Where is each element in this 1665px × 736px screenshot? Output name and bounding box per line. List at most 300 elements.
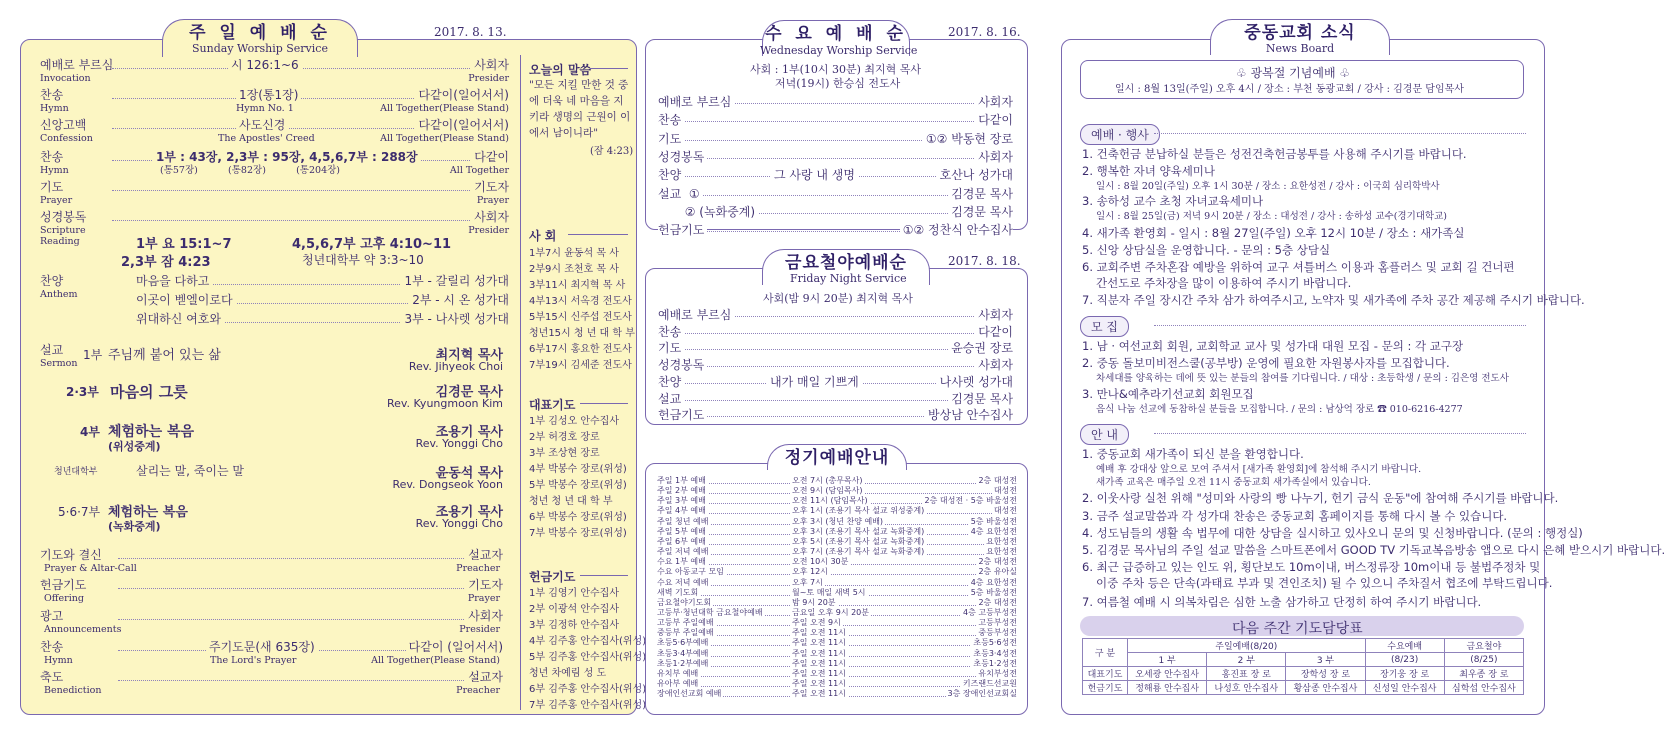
leader-dots [660,585,1016,586]
duty-head-sunday: 주일예배(8/20) [1128,639,1366,653]
order-content: 1부 : 43장, 2,3부 : 95장, 4,5,6,7부 : 288장 [153,151,421,164]
news-item: 3. 송하성 교수 초청 자녀교육세미나 [1082,194,1264,208]
sermon-title: 체험하는 복음 [108,505,188,520]
news-item: 7. 여름철 예배 시 의복차림은 심한 노출 삼가하고 단정히 하여 주시기 바랍니다. [1082,595,1482,609]
wednesday-subtitle: Wednesday Worship Service [760,44,918,57]
duty-head-p2: 2 부 [1207,653,1286,667]
news-detail: 새가족 교육은 매주일 오전 11시 중동교회 새가족실에서 있습니다. [1096,477,1371,488]
service-responder: ①② 정찬식 안수집사 [900,221,1013,238]
side-entry: 2부 허경호 장로 [529,432,600,443]
prayer-title: 대표기도 [529,398,576,412]
order-responder: 다같이(일어서서) [415,89,509,102]
friday-presider: 사회(밤 9시 20분) 최지혁 목사 [763,292,913,305]
order-label: 기도 [40,180,64,194]
side-entry: 5부15시 신주섭 전도사 [529,312,632,323]
service-item: 찬양 [658,166,684,183]
regular-name: 주일 청년 예배 [657,516,709,526]
service-item: 성경봉독 [658,148,707,165]
duty-table [1082,638,1524,695]
regular-name: 중등부 주일예배 [657,628,714,638]
sermon-preacher-en: Rev. Jihyeok Choi [408,360,503,373]
sermon-title: 체험하는 복음 [108,424,195,440]
side-entry: 7부 박봉수 장로(위성) [529,528,627,539]
anthem-label-en: Anthem [40,289,78,300]
service-responder: 방상남 안수집사 [925,406,1013,423]
order-content: 시 126:1~6 [228,59,302,72]
regular-place: 5층 바울성전 [970,587,1017,597]
side-entry: 2부 이광석 안수집사 [529,604,619,615]
news-item: 1. 중동교회 새가족이 되신 분을 환영합니다. [1082,447,1304,461]
side-entry: 6부17시 홍요한 전도사 [529,344,632,355]
leader-dots [118,558,490,559]
anthem-choir: 3부 - 나사렛 성가대 [401,313,509,326]
order-content-en: The Lord's Prayer [210,655,297,666]
regular-name: 고등부 주일예배 [657,618,714,628]
order-responder-en: All Together(Please Stand) [380,133,509,144]
order-responder: 다같이(일어서서) [415,119,509,132]
regular-place: 키즈랜드선교원 [962,679,1017,688]
sermon-part: 청년대학부 [54,467,98,477]
prayer-rule [580,403,628,404]
order-responder: 다같이 [471,151,509,164]
duty-cell: 장학성 장 로 [1286,667,1365,681]
sermon-title: 살리는 말, 죽이는 말 [136,464,244,478]
order-label: 신앙고백 [40,118,87,132]
regular-time: 오전 7시 (총무목사) [792,476,863,485]
side-entry: 4부 박봉수 장로(위성) [529,464,627,475]
sermon-part: 2·3부 [66,385,99,399]
regular-time: 주일 오전 11시 [792,628,846,638]
news-item: 1. 건축헌금 분납하실 분들은 성전건축헌금봉투를 사용해 주시기를 바랍니다. [1082,147,1467,161]
service-item: 찬송 [658,323,684,340]
order-label-en: Benediction [44,685,102,696]
news-item: 4. 성도님들의 생활 속 법무에 대한 상담을 실시하고 있사오니 문의 및 신청바랍니다. (문의 : 행정실) [1082,526,1583,540]
news-item: 3. 만나&예추라기선교회 회원모집 [1082,387,1254,401]
duty-head-wed: 수요예배 [1365,639,1444,653]
side-entry: 2부9시 조천호 목 사 [529,264,619,275]
service-item: 성경봉독 [658,356,707,373]
anthem-choir: 1부 - 갈릴리 성가대 [401,275,509,288]
side-entry: 청년15시 청 년 대 학 부 [529,328,635,339]
duty-cell: 정해룡 안수집사 [1128,681,1207,695]
sermon-preacher-en: Rev. Kyungmoon Kim [386,397,503,410]
friday-date: 2017. 8. 18. [948,254,1021,268]
regular-title: 정기예배안내 [784,448,890,468]
regular-time: 오후 5시 (조용기 목사 설교 녹화중계) [792,536,925,546]
order-responder-en: Presider [459,624,500,635]
regular-name: 수요 1부 예배 [657,557,706,567]
regular-place: 요한성전 [986,547,1017,557]
service-item: 설교 ① [658,185,703,202]
regular-name: 수요 아동교구 모임 [657,567,724,577]
regular-name: 고등부·청년대학 금요철야예배 [657,607,763,617]
service-responder: 다같이 [975,323,1013,340]
order-content: 주기도문(새 635장) [206,641,318,654]
order-responder-en: Presider [468,225,509,236]
news-item-cont: 간선도로 주차장을 많이 이용하여 주시기 바랍니다. [1096,276,1352,290]
sermon-preacher: 조용기 목사 [435,505,503,520]
anthem-label: 찬양 [40,274,64,288]
news-item: 2. 행복한 자녀 양육세미나 [1082,164,1216,178]
event-detail: 일시 : 8월 13일(주일) 오후 4시 / 장소 : 부천 동광교회 / 강사 : 김경문 담임목사 [1115,84,1464,95]
news-item: 2. 중동 돌보미비전스쿨(공부방) 운영에 필요한 자원봉사자를 모집합니다. [1082,356,1450,370]
leader-dots [660,366,1012,367]
leader-dots [660,121,1012,122]
regular-place: 4층 고등부성전 [962,607,1017,617]
leader-dots [660,605,1016,606]
side-entry: 7부19시 김세준 전도사 [529,360,632,371]
news-detail: 음식 나눔 선교에 동참하실 분들을 모집합니다. / 문의 : 남상억 장로 ☎ 010-6216-4277 [1096,404,1463,415]
leader-dots [118,588,490,589]
sermon-part: 5·6·7부 [58,505,101,519]
regular-time: 주일 오전 11시 [792,648,846,658]
duty-cell: 심학섭 안수집사 [1444,681,1523,695]
regular-place: 2층 대성전 · 5층 바울성전 [924,496,1017,506]
side-entry: 5부 박봉수 장로(위성) [529,480,627,491]
side-entry: 4부13시 서옥경 전도사 [529,296,632,307]
order-responder: 설교자 [465,671,503,684]
order-label: 찬송 [40,150,64,164]
friday-subtitle: Friday Night Service [790,272,907,285]
news-title-tab [1210,19,1390,55]
news-detail: 일시 : 8월 25일(금) 저녁 9시 20분 / 장소 : 대성전 / 강사 : 송하성 교수(경기대학교) [1096,211,1447,222]
side-entry: 청년 차예림 성 도 [529,668,607,679]
regular-time: 주일 오전 11시 [792,638,846,648]
leader-dots [112,220,490,221]
reading-1: 1부 요 15:1~7 [136,237,232,252]
order-label-en: Offering [44,593,84,604]
order-content: 1장(통1장) [236,89,301,102]
regular-place: 3층 장애인선교회실 [947,689,1017,699]
order-label: 축도 [40,670,64,684]
sermon-label-en: Sermon [40,358,78,369]
duty-kind: 헌금기도 [1083,681,1128,695]
order-label-en: Prayer & Altar-Call [44,563,137,574]
order-content: 사도신경 [236,119,288,132]
order-responder: 다같이 (일어서서) [406,641,503,654]
anthem-choir: 2부 - 시 온 성가대 [409,294,509,307]
service-item: 헌금기도 [658,221,707,238]
regular-time: 오전 9시 (담임목사) [792,486,863,496]
regular-place: 5층 바울성전 [970,516,1017,526]
order-responder: 사회자 [471,211,509,224]
sermon-preacher-en: Rev. Yonggi Cho [415,437,503,450]
order-label: 찬송 [40,88,64,102]
regular-name: 초등5·6부예배 [657,638,709,648]
sermon-note: (위성중계) [108,440,161,453]
service-responder: 사회자 [975,93,1013,110]
regular-title-tab [767,444,907,470]
regular-place: 고등부성전 [978,618,1017,628]
anthem-song: 마음을 다하고 [136,275,212,288]
order-content-en: Hymn No. 1 [236,103,294,114]
duty-cell: 최우종 장 로 [1444,667,1523,681]
order-responder-en: Presider [468,73,509,84]
service-responder: ①② 박동현 장로 [923,130,1013,147]
duty-cell: 장기웅 장 로 [1365,667,1444,681]
sermon-preacher: 윤동석 목사 [435,466,503,481]
sermon-preacher-en: Rev. Yonggi Cho [415,517,503,530]
regular-name: 초등3·4부예배 [657,648,709,658]
order-label-en: Hymn [40,165,69,176]
anthem-song: 이곳이 벧엘이로다 [136,294,236,307]
service-item: 설교 [658,390,684,407]
regular-place: 중등부성전 [978,628,1017,638]
order-label: 성경봉독 [40,210,87,224]
side-entry: 6부 김주홍 안수집사(위성) [529,684,647,695]
news-detail: 일시 : 8월 20일(주일) 오후 1시 30분 / 장소 : 요한성전 / 강사 : 이국희 심리학박사 [1096,181,1440,192]
regular-time: 오후 7시 (조용기 목사 설교 녹화중계) [792,547,925,557]
event-title: ♧ 광복절 기념예배 ♧ [1236,66,1351,80]
news-item: 5. 신앙 상담실을 운영합니다. - 문의 : 5층 상담실 [1082,243,1331,257]
news-title: 중동교회 소식 [1244,23,1356,43]
duty-head-wed-date: (8/23) [1365,653,1444,667]
reading-4: 청년대학부 약 3:3~10 [302,253,424,267]
word-title: 오늘의 말씀 [529,63,592,77]
regular-time: 밤 9시 20분 [792,597,836,607]
order-label-en: Hymn [40,103,69,114]
wednesday-title: 수 요 예 배 순 [765,24,907,44]
regular-name: 유아부 예배 [657,679,699,688]
order-label: 헌금기도 [40,578,87,592]
order-label-en: Prayer [40,195,73,206]
sermon-preacher: 김경문 목사 [435,385,503,400]
regular-place: 초등1·2성전 [973,658,1017,668]
duty-cell: 황삼종 안수집사 [1286,681,1365,695]
leader-dots [210,284,410,285]
service-responder: 사회자 [975,306,1013,323]
regular-place: 2층 대성전 [978,557,1017,567]
leader-dots [210,303,410,304]
order-label: 기도와 결신 [40,548,102,562]
news-item: 5. 김경문 목사님의 주일 설교 말씀을 스마트폰에서 GOOD TV 기독교복음방송 앱으로 다시 은혜 받으시기 바랍니다. [1082,543,1665,557]
sunday-title: 주 일 예 배 순 [189,23,331,43]
regular-time: 금요일 오후 9시 20분 [792,607,869,617]
sermon-preacher: 최지혁 목사 [435,348,503,363]
order-label-en: Confession [40,133,93,144]
duty-head-group: 구 분 [1083,639,1128,667]
order-label: 찬송 [40,640,64,654]
regular-name: 주일 4부 예배 [657,506,706,516]
regular-time: 주일 오전 11시 [792,689,846,699]
order-label-en: Scripture Reading [40,225,86,247]
order-responder-en: Prayer [467,593,500,604]
order-responder: 기도자 [465,579,503,592]
regular-place: 요한성전 [986,536,1017,546]
sermon-part: 4부 [80,425,100,439]
sermon-preacher: 조용기 목사 [435,425,503,440]
section-info-rule [1154,433,1526,434]
word-ref: (잠 4:23) [590,146,634,157]
regular-name: 장애인선교회 예배 [657,689,722,699]
section-worship-label: 예배 · 행사 [1080,124,1160,145]
order-responder-en: Preacher [456,685,500,696]
side-entry: 3부 조상현 장로 [529,448,600,459]
duty-cell: 나성호 안수집사 [1207,681,1286,695]
wednesday-presider-2: 저녁(19시) 한승심 전도사 [775,77,901,90]
regular-name: 금요철야기도회 [657,597,712,607]
regular-place: 대성전 [993,506,1017,516]
news-item: 4. 새가족 환영회 - 일시 : 8월 27일(주일) 오후 12시 10분 / 장소 : 새가족실 [1082,226,1465,240]
news-item: 6. 교회주변 주차혼잡 예방을 위하여 교구 셔틀버스 이용과 홈플러스 및 교회 길 건너편 [1082,260,1515,274]
regular-name: 초등1·2부예배 [657,658,709,668]
regular-time: 주일 오전 11시 [792,658,846,668]
presider-title: 사 회 [529,229,557,243]
side-entry: 1부7시 윤동석 목 사 [529,248,619,259]
anthem-song: 위대하신 여호와 [136,313,224,326]
regular-time: 월~토 매일 새벽 5시 [792,587,866,597]
regular-time: 오후 1시 (조용기 목사 설교 위성중계) [792,506,925,516]
leader-dots [660,158,1012,159]
service-responder: 호산나 성가대 [937,166,1013,183]
word-title-rule [590,68,628,69]
leader-dots [118,619,490,620]
regular-place: 4층 요한성전 [970,577,1017,587]
duty-title: 다음 주간 기도담당표 [1232,621,1363,637]
regular-name: 주일 저녁 예배 [657,547,709,557]
service-item: 찬양 [658,373,684,390]
side-entry: 3부11시 최지혁 목 사 [529,280,626,291]
friday-title: 금요철야예배순 [785,253,907,273]
news-item: 7. 직분자 주일 장시간 주차 삼가 하여주시고, 노약자 및 새가족에 주차 공간 제공해 주시기 바랍니다. [1082,293,1585,307]
order-responder-en: All Together [449,165,509,176]
regular-time: 오후 3시 (청년 찬양 예배) [792,516,884,526]
service-responder: 나사렛 성가대 [937,373,1013,390]
service-item: 기도 [658,339,684,356]
news-item-cont: 이중 주차 등은 단속(과태료 부과 및 견인조치) 될 수 있으니 주차질서 협조에 부탁드립니다. [1096,576,1553,590]
news-item: 6. 최근 급증하고 있는 인도 위, 횡단보도 10m이내, 버스정류장 10m이내 등 불법주정차 및 [1082,560,1541,574]
news-item: 2. 이웃사랑 실천 위해 "성미와 사랑의 빵 나누기, 헌기 금식 운동"에 참여해 주시기를 바랍니다. [1082,491,1559,505]
order-responder: 사회자 [465,610,503,623]
regular-name: 수요 저녁 예배 [657,577,709,587]
leader-dots [210,322,410,323]
news-item: 3. 금주 설교말씀과 각 성가대 찬송은 중동교회 홈페이지를 통해 다시 볼 수 있습니다. [1082,509,1508,523]
regular-time: 주일 오전 11시 [792,668,846,678]
regular-place: 2층 대성전 [978,597,1017,607]
regular-place: 2층 유아실 [978,567,1017,577]
service-item: 헌금기도 [658,406,707,423]
regular-name: 주일 3부 예배 [657,496,706,506]
section-recruit-rule [1154,325,1526,326]
sermon-preacher-en: Rev. Dongseok Yoon [392,478,503,491]
order-responder: 설교자 [465,549,503,562]
order-label: 예배로 부르심 [40,58,114,72]
regular-place: 4층 요한성전 [970,526,1017,536]
sunday-title-tab [162,19,358,57]
regular-time: 오전 10시 30분 [792,557,849,567]
order-label-en: Announcements [44,624,122,635]
duty-head-p1: 1 부 [1128,653,1207,667]
sunday-subtitle: Sunday Worship Service [192,42,328,55]
news-item: 1. 남 · 여선교회 회원, 교회학교 교사 및 성가대 대원 모집 - 문의 : 각 교구장 [1082,339,1464,353]
order-label-en: Hymn [44,655,73,666]
duty-cell: 오세광 안수집사 [1128,667,1207,681]
service-responder: 김경문 목사 [948,185,1013,202]
regular-time: 오후 7시 [792,577,823,587]
regular-place: 유치부성전 [978,668,1017,678]
regular-time: 오전 11시 (담임목사) [792,496,868,506]
side-entry: 4부 김주홍 안수집사(위성) [529,636,647,647]
regular-name: 주일 5부 예배 [657,526,706,536]
side-entry: 1부 김영기 안수집사 [529,588,619,599]
regular-place: 초등3·4성전 [973,648,1017,658]
duty-kind: 대표기도 [1083,667,1128,681]
regular-place: 2층 대성전 [978,476,1017,485]
offer-rule [580,575,628,576]
leader-dots [118,680,490,681]
service-responder: 다같이 [975,111,1013,128]
section-info-label: 안 내 [1080,424,1129,445]
duty-row [1083,681,1524,695]
duty-head-fri-date: (8/25) [1444,653,1523,667]
reading-3: 4,5,6,7부 고후 4:10~11 [292,237,452,252]
order-content-en: The Apostles' Creed [218,133,315,144]
regular-name: 주일 1부 예배 [657,476,706,485]
order-label: 광고 [40,609,64,623]
side-entry: 6부 박봉수 장로(위성) [529,512,627,523]
news-subtitle: News Board [1265,42,1335,55]
sunday-date: 2017. 8. 13. [434,25,507,39]
service-item: 기도 [658,130,684,147]
order-responder-en: All Together(Please Stand) [380,103,509,114]
service-responder: 윤승권 장로 [948,339,1013,356]
leader-dots [112,190,490,191]
sermon-note: (녹화중계) [108,520,161,533]
service-responder: 김경문 목사 [948,390,1013,407]
service-content: 내가 매일 기쁘게 [766,373,863,390]
news-detail: 차세대를 양육하는 데에 뜻 있는 분들의 참여를 기다립니다. / 대상 : 초등학생 / 문의 : 김은영 전도사 [1096,373,1509,384]
service-responder: 사회자 [975,148,1013,165]
service-responder: 김경문 목사 [948,203,1013,220]
regular-time: 오후 3시 (조용기 목사 설교 녹화중계) [792,526,925,536]
duty-head-p3: 3 부 [1286,653,1365,667]
sermon-title: 주님께 붙어 있는 삶 [108,348,221,363]
order-content-en: (통57장) (통82장) (통204장) [160,165,341,176]
regular-name: 주일 6부 예배 [657,536,706,546]
wednesday-presider-1: 사회 : 1부(10시 30분) 최지혁 목사 [750,63,922,76]
service-item: 예배로 부르심 [658,306,734,323]
side-entry: 3부 김정하 안수집사 [529,620,619,631]
news-detail: 예배 후 강대상 앞으로 모여 주셔서 [새가족 환영회]에 참석해 주시기 바랍니다. [1096,464,1422,475]
side-entry: 5부 김주홍 안수집사(위성) [529,652,647,663]
section-recruit-label: 모 집 [1080,316,1129,337]
order-responder: 사회자 [471,59,509,72]
duty-head-fri: 금요철야 [1444,639,1523,653]
service-responder: 사회자 [975,356,1013,373]
regular-time: 주일 오전 9시 [792,618,841,628]
order-label-en: Invocation [40,73,91,84]
sermon-part: 1부 [83,348,103,362]
duty-row [1083,667,1524,681]
service-item: 예배로 부르심 [658,93,734,110]
presider-rule [568,234,628,235]
reading-2: 2,3부 잠 4:23 [121,255,211,270]
regular-place: 대성전 [993,486,1017,496]
regular-place: 초등5·6성전 [973,638,1017,648]
regular-name: 새벽 기도회 [657,587,699,597]
wednesday-date: 2017. 8. 16. [948,25,1021,39]
sermon-label: 설교 [40,343,64,357]
regular-time: 오후 12시 [792,567,828,577]
leader-dots [660,333,1012,334]
sermon-title: 마음의 그릇 [110,383,188,401]
order-responder-en: Preacher [456,563,500,574]
regular-time: 주일 오전 11시 [792,679,846,688]
side-entry: 1부 김성오 안수집사 [529,416,619,427]
order-responder: 기도자 [471,181,509,194]
duty-cell: 신성일 안수집사 [1365,681,1444,695]
side-entry: 7부 김주홍 안수집사(위성) [529,700,647,711]
